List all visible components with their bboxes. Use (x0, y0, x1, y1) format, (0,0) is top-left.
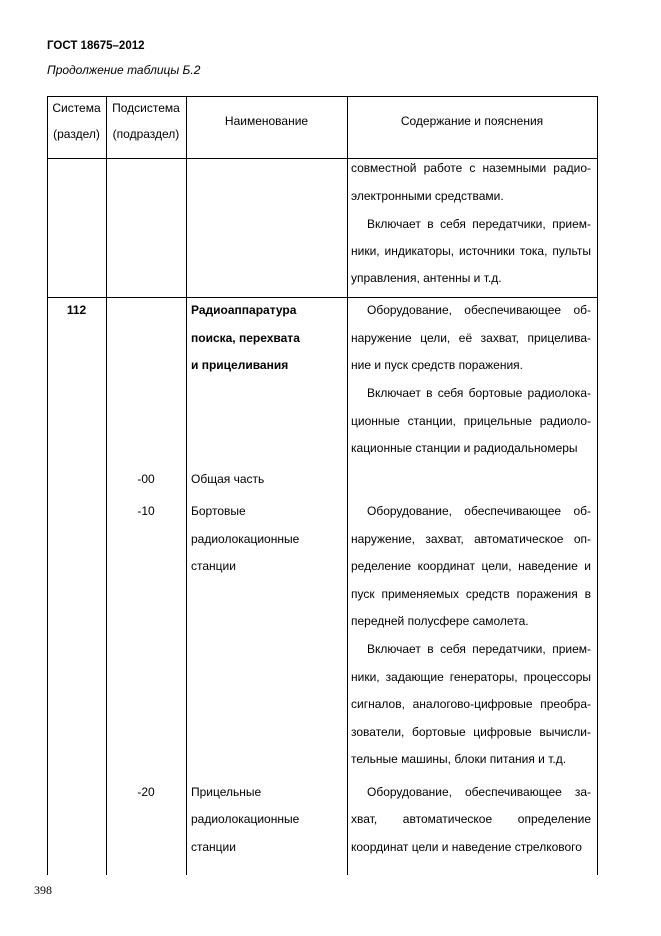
subsystem-name-line: радиолокационные (191, 812, 300, 826)
content-line: тельные машины, блоки питания и т.д. (351, 752, 567, 766)
content-line: кационные станции и радиодальномеры (351, 441, 578, 455)
content-line: ники, задающие генераторы, процессоры (351, 670, 591, 684)
content-line: передней полусфере самолета. (351, 614, 529, 628)
subsystem-name-line: Прицельные (191, 785, 262, 799)
subsystem-code: -10 (137, 504, 155, 518)
subsystem-code: -20 (137, 785, 155, 799)
content-line: зователи, бортовые цифровые вычисли- (351, 725, 591, 739)
content-line: Включает в себя передатчики, прием- (367, 642, 591, 656)
content-line: пуск применяемых средств поражения в (351, 587, 591, 601)
header-name: Наименование (224, 114, 309, 128)
header-content: Содержание и пояснения (400, 114, 544, 128)
content-line: электронными средствами. (351, 189, 504, 203)
standard-designation: ГОСТ 18675–2012 (47, 40, 145, 52)
content-line: хват, автоматическое определение (351, 812, 591, 826)
content-line: Оборудование, обеспечивающее за- (367, 785, 591, 799)
table-continuation-caption: Продолжение таблицы Б.2 (47, 63, 201, 77)
content-line: совместной работе с наземными радио- (351, 161, 591, 175)
subsystem-code: -00 (137, 472, 155, 486)
header-system-line1: Система (52, 101, 101, 115)
content-line: наружение, захват, автоматическое оп- (351, 532, 591, 546)
row-divider (47, 297, 598, 298)
subsystem-name-line: радиолокационные (191, 532, 300, 546)
content-line: Оборудование, обеспечивающее об- (367, 303, 591, 317)
subsystem-name-line: Бортовые (191, 504, 246, 518)
system-name-line: и прицеливания (191, 358, 289, 372)
header-subsystem-line2: (подраздел) (112, 127, 180, 141)
content-line: ределение координат цели, наведение и (351, 559, 591, 573)
header-divider (47, 158, 598, 159)
content-line: ники, индикаторы, источники тока, пульты (351, 244, 591, 258)
column-divider-name (347, 96, 348, 875)
content-line: координат цели и наведение стрелкового (351, 840, 582, 854)
content-line: наружение цели, её захват, прицелива- (351, 331, 591, 345)
table-border-right (597, 96, 598, 875)
content-line: Включает в себя бортовые радиолока- (367, 386, 591, 400)
header-subsystem-line1: Подсистема (112, 101, 180, 115)
content-line: ние и пуск средств поражения. (351, 358, 523, 372)
table-border-left (47, 96, 48, 875)
table-border-top (47, 96, 598, 97)
page-number: 398 (34, 883, 52, 897)
system-name-line: поиска, перехвата (191, 331, 300, 345)
classification-table (47, 96, 598, 875)
subsystem-name-line: станции (191, 559, 236, 573)
subsystem-name: Общая часть (191, 472, 265, 486)
header-system-line2: (раздел) (53, 127, 100, 141)
system-name-line: Радиоаппаратура (191, 303, 297, 317)
content-line: Оборудование, обеспечивающее об- (367, 504, 591, 518)
subsystem-name-line: станции (191, 840, 236, 854)
content-line: сигналов, аналогово-цифровые преобра- (351, 697, 591, 711)
content-line: ционные станции, прицельные радиоло- (351, 414, 591, 428)
column-divider-subsystem (186, 96, 187, 875)
content-line: управления, антенны и т.д. (351, 271, 502, 285)
content-line: Включает в себя передатчики, прием- (367, 217, 591, 231)
system-code: 112 (66, 303, 87, 317)
